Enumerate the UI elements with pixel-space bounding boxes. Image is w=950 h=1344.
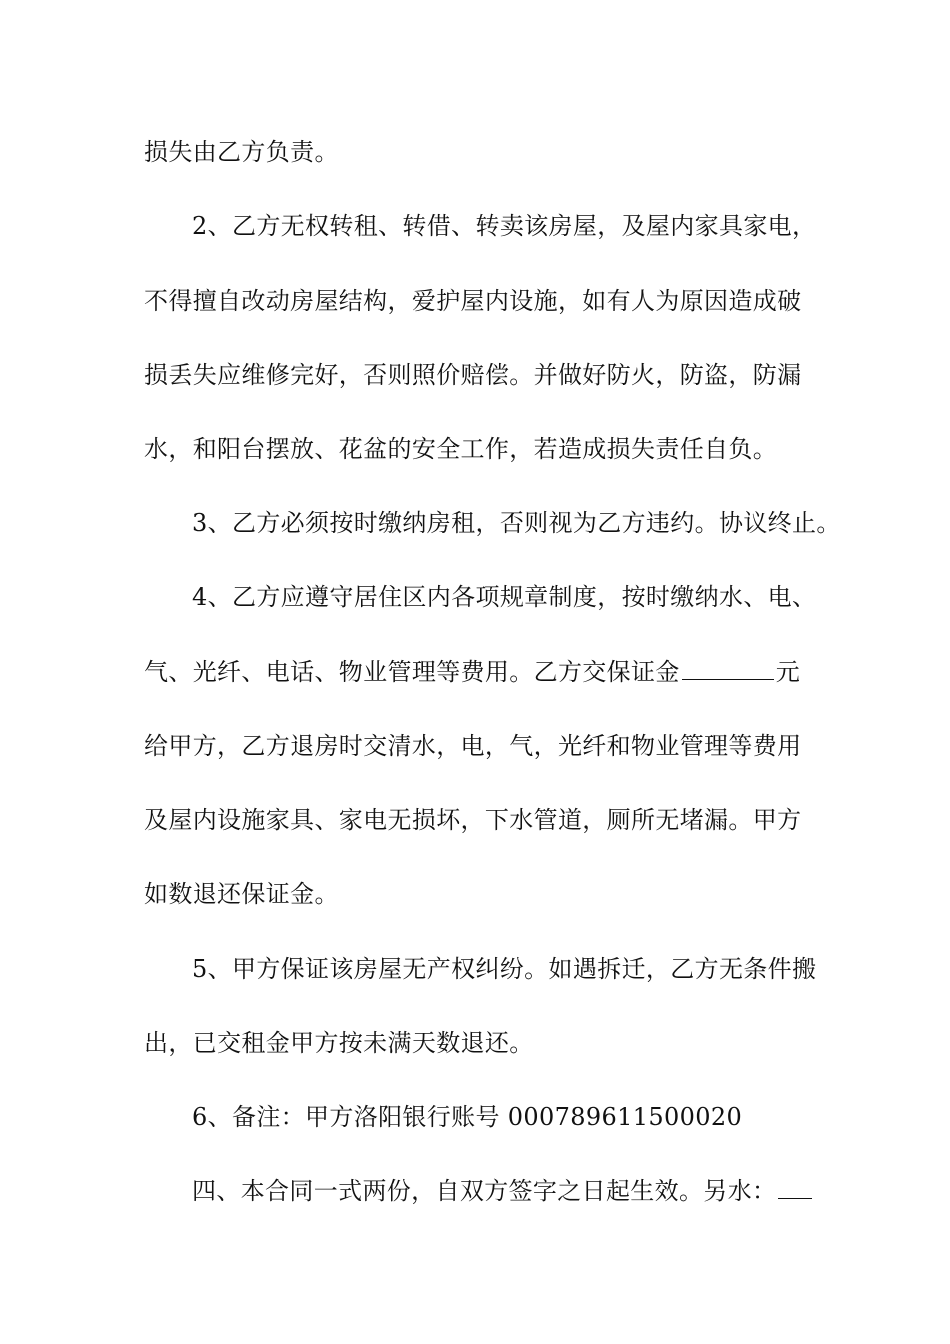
paragraph-line: 水，和阳台摆放、花盆的安全工作，若造成损失责任自负。 — [144, 435, 778, 463]
paragraph-line-deposit — [144, 657, 844, 687]
paragraph-line: 出，已交租金甲方按未满天数退还。 — [144, 1029, 534, 1057]
deposit-text-before: 气、光纤、电话、物业管理等费用。乙方交保证金 — [144, 658, 680, 686]
paragraph-line: 4、乙方应遵守居住区内各项规章制度，按时缴纳水、电、 — [192, 583, 817, 611]
paragraph-line: 2、乙方无权转租、转借、转卖该房屋，及屋内家具家电， — [192, 212, 817, 240]
paragraph-line: 及屋内设施家具、家电无损坏，下水管道，厕所无堵漏。甲方 — [144, 806, 802, 834]
paragraph-line: 不得擅自改动房屋结构，爱护屋内设施，如有人为原因造成破 — [144, 287, 802, 315]
paragraph-line: 损失由乙方负责。 — [144, 138, 339, 166]
paragraph-line: 6、备注：甲方洛阳银行账号 000789611500020 — [192, 1103, 743, 1131]
paragraph-line: 5、甲方保证该房屋无产权纠纷。如遇拆迁，乙方无条件搬 — [192, 955, 817, 983]
paragraph-line: 给甲方，乙方退房时交清水，电，气，光纤和物业管理等费用 — [144, 732, 802, 760]
water-reading-blank[interactable] — [778, 1178, 812, 1199]
paragraph-line-clause4 — [192, 1176, 892, 1206]
paragraph-line: 损丢失应维修完好，否则照价赔偿。并做好防火，防盗，防漏 — [144, 361, 802, 389]
deposit-text-after: 元 — [775, 658, 801, 686]
deposit-amount-blank[interactable] — [682, 659, 774, 680]
clause4-text: 四、本合同一式两份，自双方签字之日起生效。另水： — [192, 1177, 777, 1205]
paragraph-line: 3、乙方必须按时缴纳房租，否则视为乙方违约。协议终止。 — [192, 509, 841, 537]
paragraph-line: 如数退还保证金。 — [144, 880, 339, 908]
